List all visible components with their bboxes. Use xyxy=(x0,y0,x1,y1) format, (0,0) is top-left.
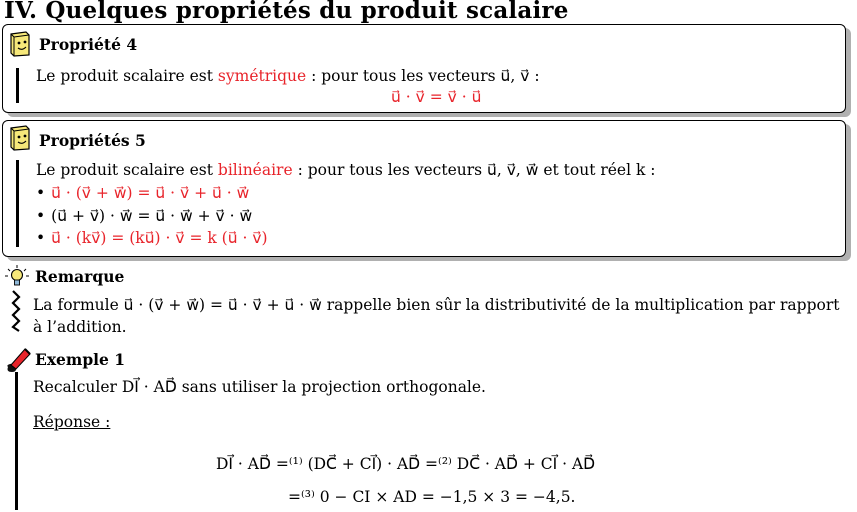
property-4-heading: Propriété 4 xyxy=(39,35,138,54)
section-title: IV. Quelques propriétés du produit scalaire xyxy=(4,0,569,24)
zigzag-bar-icon xyxy=(9,289,23,333)
example-bar xyxy=(15,372,18,510)
book-face-icon xyxy=(7,31,33,57)
property-4-bar xyxy=(16,68,19,103)
property-5-bullet-1: • u⃗ · (v⃗ + w⃗) = u⃗ · v⃗ + u⃗ · w⃗ xyxy=(36,184,250,202)
remark-line-2: à l’addition. xyxy=(33,318,127,336)
example-heading: Exemple 1 xyxy=(35,350,126,369)
answer-label: Réponse : xyxy=(33,413,111,431)
example-statement: Recalculer DI⃗ · AD⃗ sans utiliser la projection orthogonale. xyxy=(33,378,486,396)
property-5-bar xyxy=(16,160,19,247)
property-4-formula: u⃗ · v⃗ = v⃗ · u⃗ xyxy=(391,88,482,106)
remark-line-1: La formule u⃗ · (v⃗ + w⃗) = u⃗ · v⃗ + u⃗ · w⃗ rappelle bien sûr la distributivité de la multiplication par rapport xyxy=(33,296,840,314)
property-5-bullet-2: • (u⃗ + v⃗) · w⃗ = u⃗ · w⃗ + v⃗ · w⃗ xyxy=(36,207,253,225)
pen-example-icon xyxy=(3,345,33,375)
lightbulb-icon xyxy=(4,264,30,288)
remark-heading: Remarque xyxy=(35,267,125,286)
property-5-box xyxy=(2,120,846,257)
book-face-icon xyxy=(7,125,33,151)
property-4-box xyxy=(2,24,846,113)
example-equation-2: =⁽³⁾ 0 − CI × AD = −1,5 × 3 = −4,5. xyxy=(288,488,576,506)
property-5-heading: Propriétés 5 xyxy=(39,131,146,150)
example-equation-1: DI⃗ · AD⃗ =⁽¹⁾ (DC⃗ + CI⃗) · AD⃗ =⁽²⁾ DC⃗ · AD⃗ + CI⃗ · AD⃗ xyxy=(216,455,596,473)
property-5-text: Le produit scalaire est bilinéaire : pour tous les vecteurs u⃗, v⃗, w⃗ et tout réel k : xyxy=(36,161,656,179)
property-5-bullet-3: • u⃗ · (kv⃗) = (ku⃗) · v⃗ = k (u⃗ · v⃗) xyxy=(36,229,268,247)
property-4-text: Le produit scalaire est symétrique : pour tous les vecteurs u⃗, v⃗ : xyxy=(36,67,540,85)
